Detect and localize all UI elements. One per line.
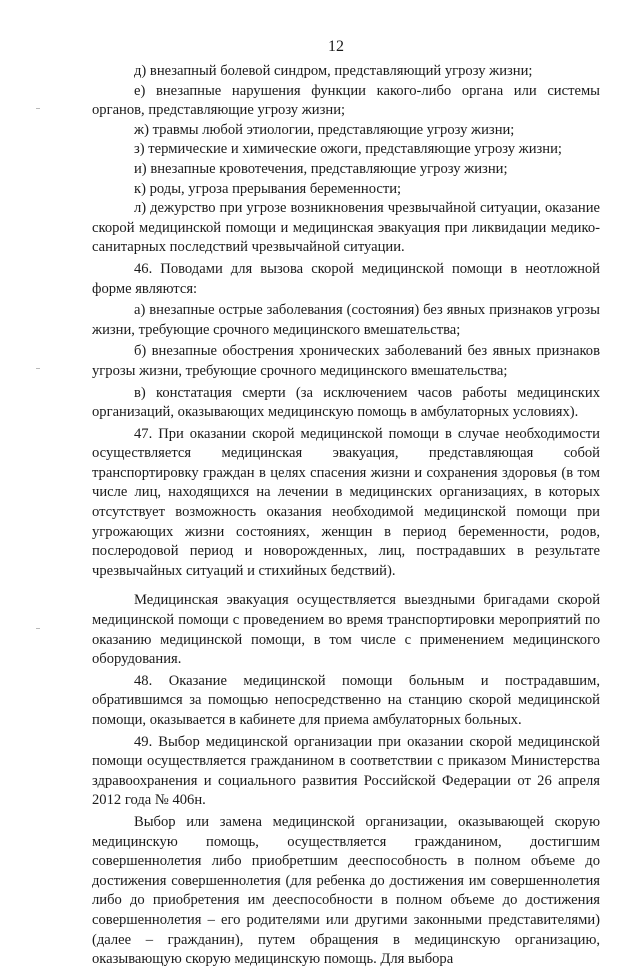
clause-47-evacuation: Медицинская эвакуация осуществляется выездными бригадами скорой медицинской помощи с проведением во время транспортировки мероприятий по оказанию медицинской помощи, в том числе с применением медицинского оборудования. [92,592,600,668]
clause-46: 46. Поводами для вызова скорой медицинской помощи в неотложной форме являются: [92,260,600,297]
list-item-b: б) внезапные обострения хронических заболеваний без явных признаков угрозы жизни, требующие срочного медицинского вмешательства; [92,343,600,379]
list-item-e: е) внезапные нарушения функции какого-либо органа или системы органов, представляющие угрозу жизни; [92,82,600,119]
list-item-d: д) внезапный болевой синдром, представляющий угрозу жизни; [134,63,533,79]
clause-47: 47. При оказании скорой медицинской помощи в случае необходимости осуществляется медицинская эвакуация, представляющая собой транспортировку граждан в целях спасения жизни и сохранения здоровья (в том числе лиц, находящихся на лечении в медицинских организациях, в которых отсутствует возможность оказания необходимой медицинской помощи при угрожающих жизни состояниях, женщин в период беременности, родов, послеродовой период и новорожденных, лиц, пострадавших в результате чрезвычайных ситуаций и стихийных бедствий). [92,425,600,579]
list-item-a: а) внезапные острые заболевания (состояния) без явных признаков угрозы жизни, требующие срочного медицинского вмешательства; [92,302,600,338]
clause-49: 49. Выбор медицинской организации при оказании скорой медицинской помощи осуществляется гражданином в соответствии с приказом Министерства здравоохранения и социального развития Российской Федерации от 26 апреля 2012 года № 406н. [92,733,600,809]
list-item-k: к) роды, угроза прерывания беременности; [134,180,402,197]
margin-mark [36,368,40,369]
page-number: 12 [328,38,344,55]
list-item-l: л) дежурство при угрозе возникновения чрезвычайной ситуации, оказание скорой медицинской помощи и медицинская эвакуация при ликвидации медико-санитарных последствий чрезвычайной ситуации. [92,200,600,256]
document-body [92,62,600,970]
margin-mark [36,628,40,629]
list-item-z: з) термические и химические ожоги, представляющие угрозу жизни; [134,141,562,158]
list-item-v: в) констатация смерти (за исключением часов работы медицинских организаций, оказывающих медицинскую помощь в амбулаторных условиях). [92,384,600,421]
clause-48: 48. Оказание медицинской помощи больным и пострадавшим, обратившимся за помощью непосредственно на станцию скорой медицинской помощи, оказывается в кабинете для приема амбулаторных больных. [92,672,600,728]
margin-mark [36,108,40,109]
clause-49-choice: Выбор или замена медицинской организации, оказывающей скорую медицинскую помощь, осуществляется гражданином, достигшим совершеннолетия либо приобретшим дееспособность в полном объеме до достижения совершеннолетия (для ребенка до достижения им совершеннолетия либо до приобретения им дееспособности в полном объеме до достижения совершеннолетия – его родителями или другими законными представителями) (далее – гражданин), путем обращения в медицинскую организацию, оказывающую скорую медицинскую помощь. Для выбора [92,813,600,968]
list-item-zh: ж) травмы любой этиологии, представляющие угрозу жизни; [134,121,515,138]
list-item-i: и) внезапные кровотечения, представляющие угрозу жизни; [134,160,508,177]
